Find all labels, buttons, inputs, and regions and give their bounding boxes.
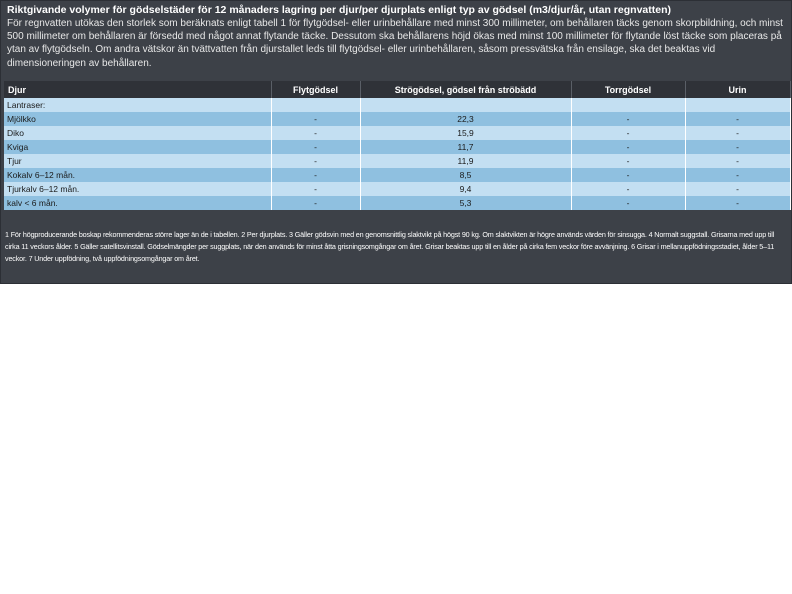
cell-urin: - xyxy=(685,126,790,140)
cell-flytgodsel: - xyxy=(271,126,360,140)
cell-djur: Mjölkko xyxy=(4,112,271,126)
cell-torrgodsel: - xyxy=(571,112,685,126)
empty-cell xyxy=(571,98,685,112)
cell-strogodsel: 15,9 xyxy=(360,126,571,140)
cell-djur: Kokalv 6–12 mån. xyxy=(4,168,271,182)
cell-torrgodsel: - xyxy=(571,140,685,154)
group-label: Lantraser: xyxy=(4,98,271,112)
cell-flytgodsel: - xyxy=(271,182,360,196)
cell-djur: Tjurkalv 6–12 mån. xyxy=(4,182,271,196)
header-flytgodsel: Flytgödsel xyxy=(271,81,360,98)
cell-torrgodsel: - xyxy=(571,196,685,210)
table-row xyxy=(4,140,790,154)
header-urin: Urin xyxy=(685,81,790,98)
table-row xyxy=(4,182,790,196)
table-header-row xyxy=(4,81,790,98)
empty-cell xyxy=(360,98,571,112)
cell-torrgodsel: - xyxy=(571,126,685,140)
table-row xyxy=(4,154,790,168)
cell-flytgodsel: - xyxy=(271,196,360,210)
header-djur: Djur xyxy=(4,81,271,98)
cell-urin: - xyxy=(685,112,790,126)
cell-strogodsel: 11,7 xyxy=(360,140,571,154)
table-row xyxy=(4,168,790,182)
cell-djur: Diko xyxy=(4,126,271,140)
cell-torrgodsel: - xyxy=(571,168,685,182)
footnote-text: 1 För högproducerande boskap rekommenderas större lager än de i tabellen. 2 Per djurplats. 3 Gäller gödsvin med en genomsnittlig slaktvikt på högst 90 kg. Om slaktvikten är högre används värden för sinsugga. 4 Normalt suggstall. Grisarna med upp till cirka 11 veckors ålder. 5 Gäller satellitsvinstall. Gödselmängder per suggplats, när den används för minst åtta grisningsomgångar om året. Grisar beaktas upp till en ålder på cirka fem veckor före avvänjning. 6 Grisar i mellanuppfödningsstadiet, ålder 5–11 veckor. 7 Under uppfödning, två uppfödningsomgångar om året. xyxy=(5,230,775,263)
cell-flytgodsel: - xyxy=(271,112,360,126)
header-torrgodsel: Torrgödsel xyxy=(571,81,685,98)
cell-flytgodsel: - xyxy=(271,140,360,154)
cell-djur: kalv < 6 mån. xyxy=(4,196,271,210)
header-strogodsel: Strögödsel, gödsel från ströbädd xyxy=(360,81,571,98)
table-row xyxy=(4,112,790,126)
table-group-row xyxy=(4,98,790,112)
manure-volume-table xyxy=(4,81,791,210)
cell-urin: - xyxy=(685,182,790,196)
empty-cell xyxy=(271,98,360,112)
cell-urin: - xyxy=(685,168,790,182)
table-row xyxy=(4,196,790,210)
cell-strogodsel: 9,4 xyxy=(360,182,571,196)
intro-paragraph: För regnvatten utökas den storlek som beräknats enligt tabell 1 för flytgödsel- eller urinbehållare med minst 300 millimeter, om behållaren täcks genom skorpbildning, och minst 500 millimeter om behållaren är försedd med något annat flytande täcke. Dessutom ska behållarens höjd ökas med minst 100 millimeter för flytande löst täcke som placeras på ytan av flytgödseln. Om andra vätskor än tvättvatten från djurstallet leds till flytgödsel- eller urinbehållaren, såsom pressvätska från ensilage, ska det beaktas vid dimensioneringen av behållaren. xyxy=(7,18,783,69)
cell-djur: Kviga xyxy=(4,140,271,154)
cell-urin: - xyxy=(685,140,790,154)
cell-flytgodsel: - xyxy=(271,168,360,182)
table-row xyxy=(4,126,790,140)
cell-urin: - xyxy=(685,196,790,210)
cell-strogodsel: 22,3 xyxy=(360,112,571,126)
cell-torrgodsel: - xyxy=(571,182,685,196)
page-title: Riktgivande volymer för gödselstäder för 12 månaders lagring per djur/per djurplats enligt typ av gödsel (m3/djur/år, utan regnvatten) xyxy=(7,4,671,16)
cell-urin: - xyxy=(685,154,790,168)
cell-strogodsel: 8,5 xyxy=(360,168,571,182)
cell-torrgodsel: - xyxy=(571,154,685,168)
cell-djur: Tjur xyxy=(4,154,271,168)
document-panel xyxy=(0,0,792,284)
cell-strogodsel: 5,3 xyxy=(360,196,571,210)
cell-flytgodsel: - xyxy=(271,154,360,168)
empty-cell xyxy=(685,98,790,112)
cell-strogodsel: 11,9 xyxy=(360,154,571,168)
